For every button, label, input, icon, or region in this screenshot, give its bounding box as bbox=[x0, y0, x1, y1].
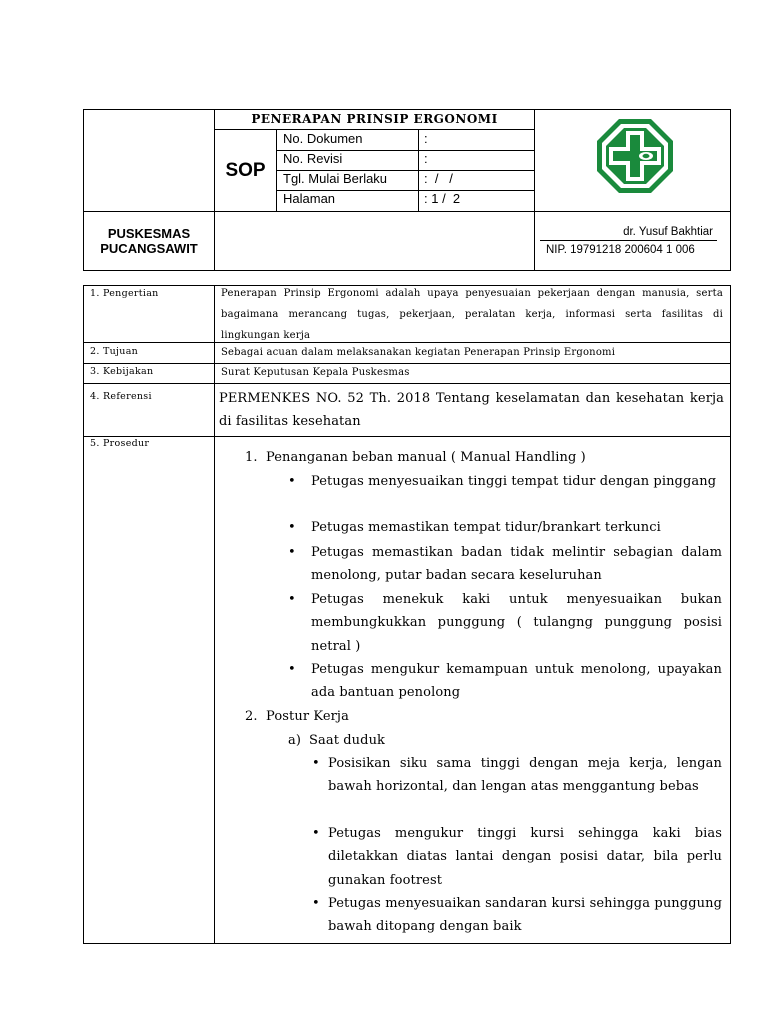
referensi-text: PERMENKES NO. 52 Th. 2018 Tentang keselamatan dan kesehatan kerja di fasilitas kesehatan bbox=[219, 391, 724, 430]
step-1-bullet-5: • Petugas mengukur kemampuan untuk menolong, upayakan ada bantuan penolong bbox=[288, 658, 722, 705]
step-1-bullet-3: • Petugas memastikan badan tidak melintir sebagian dalam menolong, putar badan secara keseluruhan bbox=[288, 541, 722, 588]
field-value-halaman: : 1 / 2 bbox=[424, 191, 461, 206]
sub-a-bullet-1: • Posisikan siku sama tinggi dengan meja kerja, lengan bawah horizontal, dan lengan atas menggantung bebas bbox=[312, 752, 722, 799]
bullet-dot-icon: • bbox=[288, 545, 296, 560]
label-tujuan: 2. Tujuan bbox=[90, 346, 139, 357]
kebijakan-text: Surat Keputusan Kepala Puskesmas bbox=[221, 367, 410, 378]
step-1-bullet-1: • Petugas menyesuaikan tinggi tempat tidur dengan pinggang bbox=[288, 470, 722, 493]
step-2-sub-a bbox=[288, 729, 718, 752]
field-label-no-dokumen: No. Dokumen bbox=[283, 131, 363, 146]
sop-title: PENERAPAN PRINSIP ERGONOMI bbox=[251, 112, 498, 126]
field-label-tgl-mulai: Tgl. Mulai Berlaku bbox=[283, 171, 388, 186]
bullet-dot-icon: • bbox=[312, 826, 320, 841]
sub-a-bullet-2: • Petugas mengukur tinggi kursi sehingga kaki bias diletakkan diatas lantai dengan posisi datar, bila perlu gunakan footrest bbox=[312, 822, 722, 892]
org-name-line1: PUSKESMAS bbox=[107, 226, 191, 241]
step-2-sub-a-number: a) bbox=[288, 733, 302, 748]
label-referensi: 4. Referensi bbox=[90, 391, 152, 402]
field-label-halaman: Halaman bbox=[283, 191, 336, 206]
signer-name: dr. Yusuf Bakhtiar bbox=[623, 226, 713, 238]
pengertian-text: Penerapan Prinsip Ergonomi adalah upaya penyesuaian pekerjaan dengan manusia, serta bagaimana merancang tugas, pekerjaan, peralatan kerja, informasi serta fasilitas di lingkungan kerja bbox=[221, 288, 723, 341]
step-2-title: Postur Kerja bbox=[266, 709, 349, 724]
tujuan-text: Sebagai acuan dalam melaksanakan kegiatan Penerapan Prinsip Ergonomi bbox=[221, 347, 616, 358]
green-cross-logo-icon bbox=[595, 117, 675, 195]
field-label-no-revisi: No. Revisi bbox=[283, 151, 343, 166]
bullet-dot-icon: • bbox=[312, 896, 320, 911]
bullet-dot-icon: • bbox=[288, 520, 296, 535]
field-value-no-revisi: : bbox=[424, 151, 428, 166]
sop-label: SOP bbox=[225, 160, 266, 181]
step-2-number: 2. bbox=[245, 709, 258, 724]
bullet-dot-icon: • bbox=[288, 662, 296, 677]
step-2-sub-a-title: Saat duduk bbox=[309, 733, 386, 748]
label-pengertian: 1. Pengertian bbox=[90, 288, 159, 299]
org-name bbox=[84, 226, 214, 256]
sub-a-bullet-3: • Petugas menyesuaikan sandaran kursi sehingga punggung bawah ditopang dengan baik bbox=[312, 892, 722, 939]
step-1-number: 1. bbox=[245, 450, 258, 465]
step-1-bullet-4: • Petugas menekuk kaki untuk menyesuaikan bukan membungkukkan punggung ( tulangng punggung posisi netral ) bbox=[288, 588, 722, 658]
bullet-dot-icon: • bbox=[288, 474, 296, 489]
signature-underline bbox=[540, 240, 717, 241]
signer-nip: NIP. 19791218 200604 1 006 bbox=[546, 244, 695, 256]
step-1-bullet-2: • Petugas memastikan tempat tidur/brankart terkunci bbox=[288, 516, 722, 539]
step-2 bbox=[245, 705, 725, 728]
field-value-no-dokumen: : bbox=[424, 131, 428, 146]
field-value-tgl-mulai: : / / bbox=[424, 171, 453, 186]
step-1-title: Penanganan beban manual ( Manual Handling ) bbox=[266, 450, 586, 465]
label-kebijakan: 3. Kebijakan bbox=[90, 366, 154, 377]
bullet-dot-icon: • bbox=[312, 756, 320, 771]
bullet-dot-icon: • bbox=[288, 592, 296, 607]
org-name-line2: PUCANGSAWIT bbox=[100, 241, 198, 256]
label-prosedur: 5. Prosedur bbox=[90, 438, 150, 449]
step-1 bbox=[245, 446, 725, 469]
